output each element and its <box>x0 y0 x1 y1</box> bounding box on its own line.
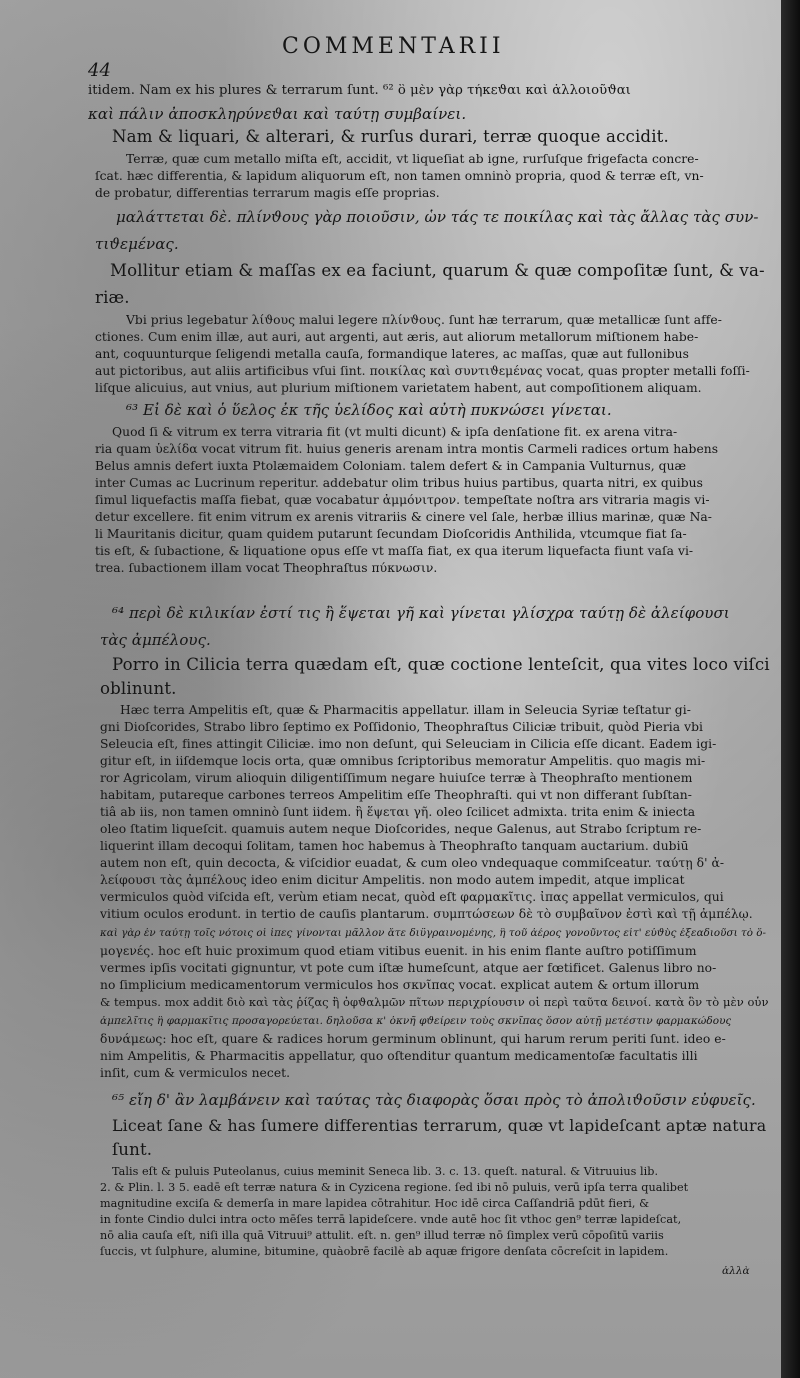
text-line: Belus amnis defert iuxta Ptolæmaidem Coloniam. talem defert & in Campania Vulturnus, quæ <box>95 460 687 473</box>
translation-heading: Mollitur etiam & maſſas ex ea faciunt, quarum & quæ compoſitæ ſunt, & va- <box>110 262 765 280</box>
text-line: Seleucia eſt, fines attingit Ciliciæ. imo non deſunt, qui Seleuciam in Cilicia eſſe dicant. Eadem igi- <box>100 738 717 751</box>
text-line: nō alia cauſa eſt, niſi illa quā Vitruui⁹ attulit. eſt. n. gen⁹ illud terræ nō ſimplex verū cōpoſitū variis <box>100 1230 664 1242</box>
translation-heading: riæ. <box>95 289 130 307</box>
translation-heading: Nam & liquari, & alterari, & rurſus durari, terræ quoque accidit. <box>112 128 669 146</box>
text-line: δυνάμεως: hoc eſt, quare & radices horum germinum oblinunt, qui harum rerum periti ſunt. ideo e- <box>100 1033 726 1046</box>
text-line: Quod ſi & vitrum ex terra vitraria fit (vt multi dicunt) & ipſa denſatione fit. ex arena vitra- <box>112 426 678 439</box>
translation-heading: oblinunt. <box>100 680 177 698</box>
text-line: Hæc terra Ampelitis eſt, quæ & Pharmacitis appellatur. illam in Seleucia Syriæ teſtatur gi- <box>120 704 691 717</box>
text-line: Talis eſt & puluis Puteolanus, cuius meminit Seneca lib. 3. c. 13. queſt. natural. & Vitruuius lib. <box>112 1166 659 1178</box>
text-line: oleo ſtatim liqueſcit. quamuis autem neque Dioſcorides, neque Galenus, aut Strabo ſcriptum re- <box>100 823 702 836</box>
catchword: ἀλλὰ <box>722 1266 750 1277</box>
text-line: gni Dioſcorides, Strabo libro ſeptimo ex Poſſidonio, Theophraſtus Ciliciæ tribuit, quòd Pieria vbi <box>100 721 704 734</box>
text-line: trea. ſubactionem illam vocat Theophraſtus πύκνωσιν. <box>95 562 438 575</box>
text-line: μογενές. hoc eſt huic proximum quod etiam vitibus euenit. in his enim flante auſtro potiſſimum <box>100 945 697 958</box>
text-line: magnitudine exciſa & demerſa in mare lapidea cōtrahitur. Hoc idē circa Caſſandriā pdūt fieri, & <box>100 1198 650 1210</box>
text-line: vitium oculos erodunt. in tertio de cauſis plantarum. συμπτώσεων δὲ τὸ συμβαῖνον ἐστὶ καὶ τῇ ἀμπέλῳ. <box>100 908 753 921</box>
text-line: vermes ipſis vocitati gignuntur, vt pote cum iſtæ humeſcunt, atque aer fœtificet. Galenus libro no- <box>100 962 717 975</box>
running-title: COMMENTARII <box>282 34 505 59</box>
translation-heading: ſunt. <box>112 1141 153 1159</box>
text-line: ſuccis, vt ſulphure, alumine, bitumine, quàobrē facilè ab aquæ frigore denſata cōcreſcit in lapidem. <box>100 1246 669 1258</box>
text-line: liſque alicuius, aut vnius, aut plurium miſtionem varietatem habent, aut compoſitionem aliquam. <box>95 382 702 395</box>
text-line: ſcat. hæc differentia, & lapidum aliquorum eſt, non tamen omninò propria, quod & terræ eſt, vn- <box>95 170 704 183</box>
text-line: Terræ, quæ cum metallo miſta eſt, accidit, vt liqueſiat ab igne, rurſuſque frigefacta concre- <box>126 153 699 166</box>
greek-quote-line: ⁶⁴ περὶ δὲ κιλικίαν ἐστί τις ἢ ἕψεται γῆ καὶ γίνεται γλίσχρα ταύτῃ δὲ ἀλείφουσι <box>112 605 730 622</box>
greek-citation-line: ἀμπελῖτις ἢ φαρμακῖτις προσαγορεύεται. δηλοῦσα κ' ὀκνῆ φϑείρειν τοὺς σκνῖπας ὅσον αὐτῇ μετέστιν φαρμακώδους <box>100 1016 732 1027</box>
text-line: gitur eſt, in iiſdemque locis orta, quæ omnibus ſcriptoribus memoratur Ampelitis. quo magis mi- <box>100 755 706 768</box>
text-line: li Mauritanis dicitur, quam quidem putarunt ſecundam Dioſcoridis Anthilida, vtcumque fiat ſa- <box>95 528 687 541</box>
text-line: aut pictoribus, aut aliis artificibus vſui ſint. ποικίλας καὶ συντιϑεμένας vocat, quas propter metalli foſſi- <box>95 365 750 378</box>
text-line: autem non eſt, quin decocta, & viſcidior euadat, & cum oleo vndequaque commiſceatur. ταύτῃ δ' ἀ- <box>100 857 725 870</box>
greek-quote-line: τιϑεμένας. <box>95 236 179 253</box>
text-line: vermiculos quòd viſcida eſt, verùm etiam necat, quòd eſt φαρμακῖτις. ἶπας appellat vermiculos, qui <box>100 891 724 904</box>
text-line: habitam, putareque carbones terreos Ampelitim eſſe Theophraſti. qui vt non differant ſubſtan- <box>100 789 692 802</box>
text-line: liquerint illam decoqui ſolitam, tamen hoc habemus à Theophraſto tanquam auctarium. dubiū <box>100 840 689 853</box>
text-line: ant, coquunturque ſeligendi metalla cauſa, formandique lateres, ac maſſas, quæ aut fullonibus <box>95 348 689 361</box>
greek-quote-line: ⁶⁵ εἴη δ' ἂν λαμβάνειν καὶ ταύτας τὰς διαφορὰς ὅσαι πρὸς τὸ ἀπολιϑοῦσιν εὐφυεῖς. <box>112 1092 756 1109</box>
text-line: tiâ ab iis, non tamen omninò ſunt iidem. ἣ ἕψεται γῆ. oleo ſcilicet admixta. trita enim & iniecta <box>100 806 696 819</box>
text-line: Vbi prius legebatur λίϑους malui legere πλίνϑους. ſunt hæ terrarum, quæ metallicæ ſunt affe- <box>126 314 722 327</box>
translation-heading: Porro in Cilicia terra quædam eſt, quæ coctione lenteſcit, qua vites loco viſci <box>112 656 770 674</box>
text-line: ſimul liquefactis maſſa fiebat, quæ vocabatur ἀμμόνιτρον. tempeſtate noſtra ars vitraria magis vi- <box>95 494 710 507</box>
text-line: λείφουσι τὰς ἀμπέλους ideo enim dicitur Ampelitis. non modo autem impedit, atque implicat <box>100 874 685 887</box>
text-line: ctiones. Cum enim illæ, aut auri, aut argenti, aut æris, aut aliorum metallorum miſtionem habe- <box>95 331 699 344</box>
text-line: de probatur, differentias terrarum magis eſſe proprias. <box>95 187 440 200</box>
translation-heading: Liceat ſane & has ſumere differentias terrarum, quæ vt lapideſcant aptæ natura <box>112 1117 767 1135</box>
text-line: tis eſt, & ſubactione, & liquatione opus eſſe vt maſſa fiat, ex qua iterum liquefacta fiunt vaſa vi- <box>95 545 694 558</box>
text-line: inſit, cum & vermiculos necet. <box>100 1067 291 1080</box>
greek-quote-line: μαλάττεται δὲ. πλίνϑους γὰρ ποιοῦσιν, ὧν τάς τε ποικίλας καὶ τὰς ἄλλας τὰς συν- <box>116 209 759 226</box>
text-line: & tempus. mox addit διὸ καὶ τὰς ῥίζας ἢ ὀφϑαλμῶν πῖτων περιχρίουσιν οἱ περὶ ταῦτα δεινοί. κατὰ ὃν τὸ μὲν οὖν <box>100 996 769 1009</box>
text-line: ria quam ὑελίδα vocat vitrum fit. huius generis arenam intra montis Carmeli radices ortum habens <box>95 443 719 456</box>
text-line: no ſimplicium medicamentorum vermiculos hos σκνῖπας vocat. explicat autem & ortum illorum <box>100 979 700 992</box>
page-number: 44 <box>88 60 111 81</box>
text-line: detur excellere. fit enim vitrum ex arenis vitrariis & cinere vel ſale, herbæ illius marinæ, quæ Na- <box>95 511 712 524</box>
greek-quote-line: καὶ πάλιν ἀποσκληρύνεϑαι καὶ ταύτῃ συμβαίνει. <box>88 106 467 123</box>
greek-quote-line: ⁶³ Εἰ δὲ καὶ ὁ ὕελος ἐκ τῆς ὑελίδος καὶ αὐτὴ πυκνώσει γίνεται. <box>126 402 612 419</box>
text-line: ror Agricolam, virum alioquin diligentiſſimum negare huiuſce terræ à Theophraſto mentionem <box>100 772 693 785</box>
text-line: inter Cumas ac Lucrinum reperitur. addebatur olim tribus huius partibus, quarta nitri, ex quibus <box>95 477 703 490</box>
text-line: itidem. Nam ex his plures & terrarum ſunt. ⁶² ὃ μὲν γὰρ τήκεϑαι καὶ ἀλλοιοῦϑαι <box>88 84 631 98</box>
text-line: nim Ampelitis, & Pharmacitis appellatur, quo oſtenditur quantum medicamentoſæ facultatis illi <box>100 1050 698 1063</box>
text-line: in fonte Cindio dulci intra octo mēſes terrā lapideſcere. vnde autē hoc ſit vthoc gen⁹ terræ lapideſcat, <box>100 1214 682 1226</box>
greek-quote-line: τὰς ἀμπέλους. <box>100 632 211 649</box>
greek-citation-line: καὶ γὰρ ἐν ταύτῃ τοῖς νότοις οἱ ἶπες γίνονται μᾶλλον ἅτε διϋγραινομένης, ἢ τοῦ ἀέρος γονοῦντος εἰτ' εὐϑὺς ἐξεαδιοῦσι τὸ ὅ- <box>100 928 767 939</box>
text-line: 2. & Plin. l. 3 5. eadē eſt terræ natura & in Cyzicena regione. ſed ibi nō puluis, verū ipſa terra qualibet <box>100 1182 689 1194</box>
page-edge-shadow <box>781 0 800 1378</box>
